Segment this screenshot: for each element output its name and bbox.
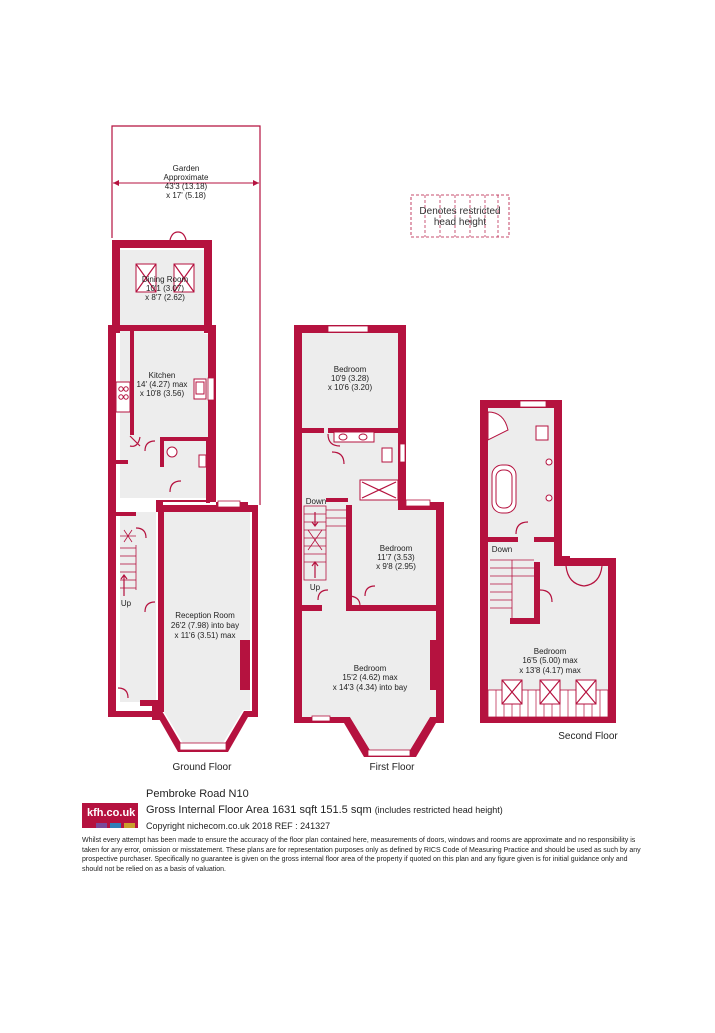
svg-text:11'7 (3.53): 11'7 (3.53) — [377, 553, 415, 562]
stair-up-ground: Up — [120, 599, 132, 608]
floor-title-second: Second Floor — [558, 731, 618, 742]
floor-title-ground: Ground Floor — [172, 762, 232, 773]
gia-note: (includes restricted head height) — [374, 805, 503, 815]
svg-text:26'2 (7.98) into bay: 26'2 (7.98) into bay — [170, 621, 240, 630]
svg-text:Bedroom: Bedroom — [333, 365, 367, 374]
svg-text:10'9 (3.28): 10'9 (3.28) — [331, 374, 369, 383]
copyright: Copyright nichecom.co.uk 2018 REF : 241327 — [146, 821, 331, 831]
svg-text:Approximate: Approximate — [163, 173, 209, 182]
svg-text:x 11'6 (3.51) max: x 11'6 (3.51) max — [174, 631, 236, 640]
svg-text:10'1 (3.07): 10'1 (3.07) — [146, 284, 184, 293]
svg-text:x 9'8 (2.95): x 9'8 (2.95) — [376, 562, 416, 571]
svg-text:43'3 (13.18): 43'3 (13.18) — [164, 182, 208, 191]
room-label-reception — [171, 611, 239, 640]
kfh-logo — [82, 803, 138, 828]
disclaimer: Whilst every attempt has been made to ensure the accuracy of the floor plan contained here, measurements of doors, windows and rooms are approximate and no responsibility is taken for any error, omission or misstatement. These plans are for representation purposes only as defined by RICS Code of Measuring Practice and should be used as such by any prospective purchaser. Specifically no guarantee is given on the gross internal floor area of the property if quoted on this plan and any figure given is for initial guidance only and should not be relied on as a basis of valuation. — [82, 837, 641, 873]
property-address: Pembroke Road N10 — [146, 788, 249, 800]
logo-text: kfh.co.uk — [87, 807, 136, 819]
legend-line-2: head height — [433, 217, 487, 228]
stair-up-first: Up — [309, 583, 321, 592]
gross-internal-area: Gross Internal Floor Area 1631 sqft 151.5 sqm (includes restricted head height) — [146, 804, 503, 816]
room-label-garden — [164, 164, 209, 200]
legend-line-1: Denotes restricted — [419, 206, 501, 217]
svg-text:x 14'3 (4.34) into bay: x 14'3 (4.34) into bay — [332, 683, 408, 692]
svg-text:Garden: Garden — [172, 164, 200, 173]
svg-text:Dining Room: Dining Room — [141, 275, 189, 284]
restricted-head-height-legend — [411, 195, 509, 237]
svg-text:x 17' (5.18): x 17' (5.18) — [166, 191, 206, 200]
svg-text:Bedroom: Bedroom — [533, 647, 567, 656]
stair-down-second: Down — [491, 545, 513, 554]
svg-text:x 10'8 (3.56): x 10'8 (3.56) — [139, 389, 185, 398]
stair-down-first: Down — [305, 497, 327, 506]
floor-title-first: First Floor — [369, 762, 415, 773]
svg-text:x 8'7 (2.62): x 8'7 (2.62) — [145, 293, 185, 302]
room-label-bedroom-1 — [328, 365, 373, 392]
svg-text:x 13'8 (4.17) max: x 13'8 (4.17) max — [519, 666, 581, 675]
svg-text:Bedroom: Bedroom — [353, 664, 387, 673]
svg-text:16'5 (5.00) max: 16'5 (5.00) max — [522, 656, 578, 665]
room-label-bedroom-2 — [376, 544, 416, 571]
svg-text:Bedroom: Bedroom — [379, 544, 413, 553]
svg-text:Reception Room: Reception Room — [175, 611, 235, 620]
svg-text:x 10'6 (3.20): x 10'6 (3.20) — [327, 383, 373, 392]
svg-text:15'2 (4.62) max: 15'2 (4.62) max — [342, 673, 398, 682]
ground-floor-plan — [108, 126, 260, 752]
room-label-dining — [142, 275, 189, 302]
svg-text:14' (4.27) max: 14' (4.27) max — [136, 380, 188, 389]
svg-text:Kitchen: Kitchen — [148, 371, 176, 380]
